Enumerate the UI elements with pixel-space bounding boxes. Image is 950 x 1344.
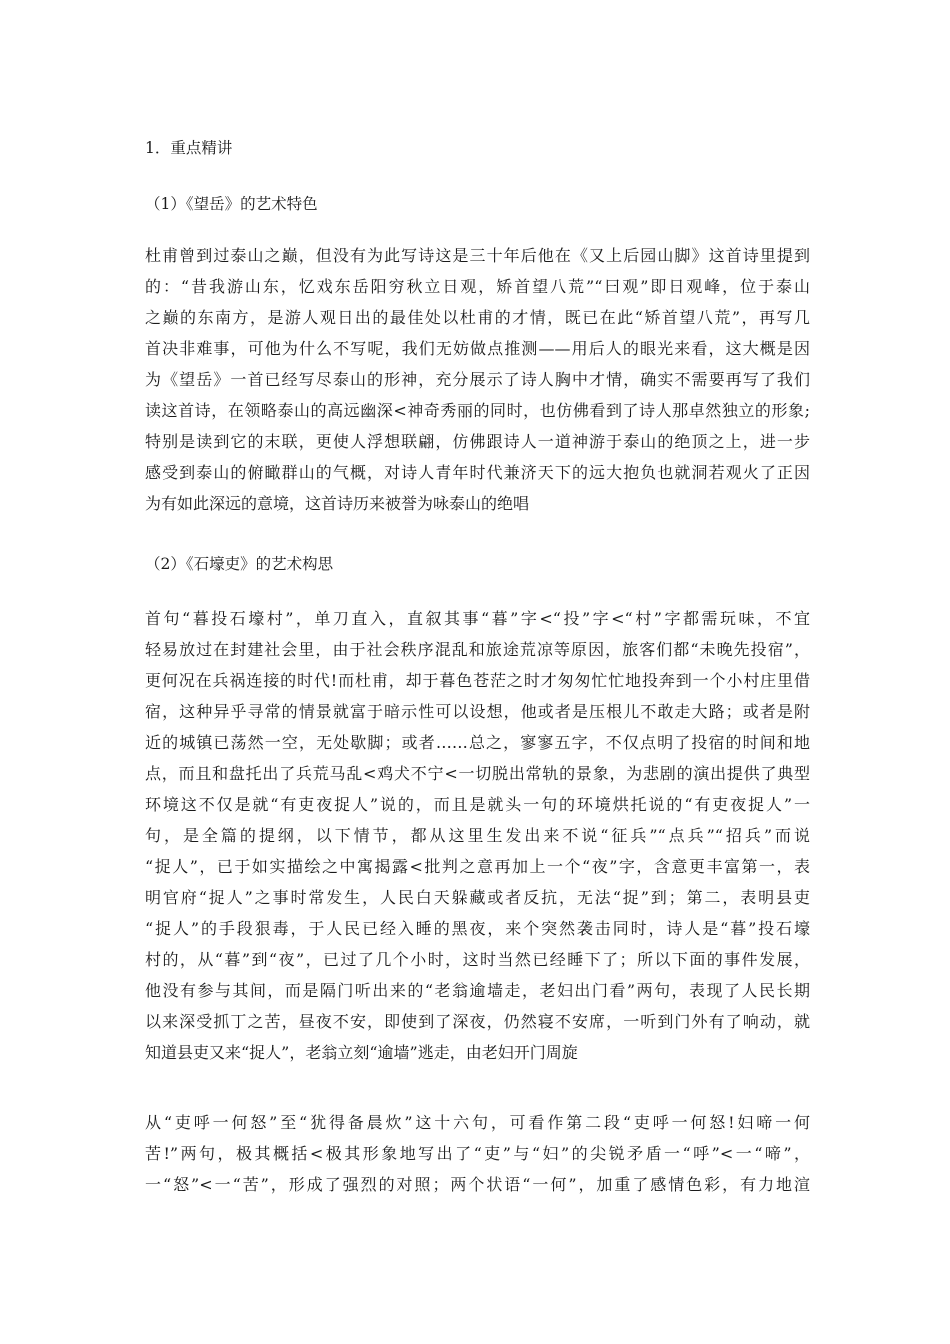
text-line: 他没有参与其间，而是隔门听出来的“老翁逾墙走，老妇出门看”两句，表现了人民长期 (145, 981, 810, 1000)
text-line: 村的，从“暮”到“夜”，已过了几个小时，这时当然已经睡下了；所以下面的事件发展， (145, 950, 810, 969)
text-line: “捉人”，已于如实描绘之中寓揭露<批判之意再加上一个“夜”字，含意更丰富第一，表 (145, 857, 810, 876)
subsection-title-shihaoli: （2）《石壕吏》的艺术构思 (145, 555, 334, 573)
text-line: 为有如此深远的意境，这首诗历来被誉为咏泰山的绝唱 (145, 494, 530, 513)
text-line: 首句“暮投石壕村”，单刀直入，直叙其事“暮”字<“投”字<“村”字都需玩味，不宜 (145, 609, 810, 628)
text-line: 杜甫曾到过泰山之巅，但没有为此写诗这是三十年后他在《又上后园山脚》这首诗里提到 (145, 246, 810, 265)
text-line: 更何况在兵祸连接的时代!而杜甫，却于暮色苍茫之时才匆匆忙忙地投奔到一个小村庄里借 (145, 671, 810, 690)
paragraph-shihaoli (145, 603, 810, 1068)
text-line: 宿，这种异乎寻常的情景就富于暗示性可以设想，他或者是压根儿不敢走大路；或者是附 (145, 702, 810, 721)
text-line: 苦!”两句，极其概括<极其形象地写出了“吏”与“妇”的尖锐矛盾一“呼”<一“啼”， (145, 1144, 810, 1163)
text-line: 轻易放过在封建社会里，由于社会秩序混乱和旅途荒凉等原因，旅客们都“未晚先投宿”， (145, 640, 810, 659)
paragraph-second-section (145, 1107, 810, 1200)
text-line: 首决非难事，可他为什么不写呢，我们无妨做点推测——用后人的眼光来看，这大概是因 (145, 339, 810, 358)
section-title: 1．重点精讲 (145, 139, 233, 157)
text-line: 从“吏呼一何怒”至“犹得备晨炊”这十六句，可看作第二段“吏呼一何怒!妇啼一何 (145, 1113, 810, 1132)
text-line: 之巅的东南方，是游人观日出的最佳处以杜甫的才情，既已在此“矫首望八荒”，再写几 (145, 308, 810, 327)
text-line: 以来深受抓丁之苦，昼夜不安，即使到了深夜，仍然寝不安席，一听到门外有了响动，就 (145, 1012, 810, 1031)
text-line: 为《望岳》一首已经写尽泰山的形神，充分展示了诗人胸中才情，确实不需要再写了我们 (145, 370, 810, 389)
text-line: 一“怒”<一“苦”，形成了强烈的对照；两个状语“一何”，加重了感情色彩，有力地渲 (145, 1175, 810, 1194)
text-line: 明官府“捉人”之事时常发生，人民白天躲藏或者反抗，无法“捉”到；第二，表明县吏 (145, 888, 810, 907)
text-line: 感受到泰山的俯瞰群山的气概，对诗人青年时代兼济天下的远大抱负也就洞若观火了正因 (145, 463, 810, 482)
text-line: “捉人”的手段狠毒，于人民已经入睡的黑夜，来个突然袭击同时，诗人是“暮”投石壕 (145, 919, 810, 938)
paragraph-wangyue (145, 240, 810, 519)
text-line: 环境这不仅是就“有吏夜捉人”说的，而且是就头一句的环境烘托说的“有吏夜捉人”一 (145, 795, 810, 814)
text-line: 的：“昔我游山东，忆戏东岳阳穷秋立日观，矫首望八荒”“曰观”即日观峰，位于泰山 (145, 277, 810, 296)
subsection-title-wangyue: （1）《望岳》的艺术特色 (145, 195, 318, 213)
text-line: 点，而且和盘托出了兵荒马乱<鸡犬不宁<一切脱出常轨的景象，为悲剧的演出提供了典型 (145, 764, 810, 783)
text-line: 知道县吏又来“捉人”，老翁立刻“逾墙”逃走，由老妇开门周旋 (145, 1043, 578, 1062)
text-line: 句，是全篇的提纲，以下情节，都从这里生发出来不说“征兵”“点兵”“招兵”而说 (145, 826, 810, 845)
text-line: 读这首诗，在领略泰山的高远幽深<神奇秀丽的同时，也仿佛看到了诗人那卓然独立的形象; (145, 401, 810, 420)
text-line: 特别是读到它的末联，更使人浮想联翩，仿佛跟诗人一道神游于泰山的绝顶之上，进一步 (145, 432, 810, 451)
text-line: 近的城镇已荡然一空，无处歇脚；或者……总之，寥寥五字，不仅点明了投宿的时间和地 (145, 733, 810, 752)
